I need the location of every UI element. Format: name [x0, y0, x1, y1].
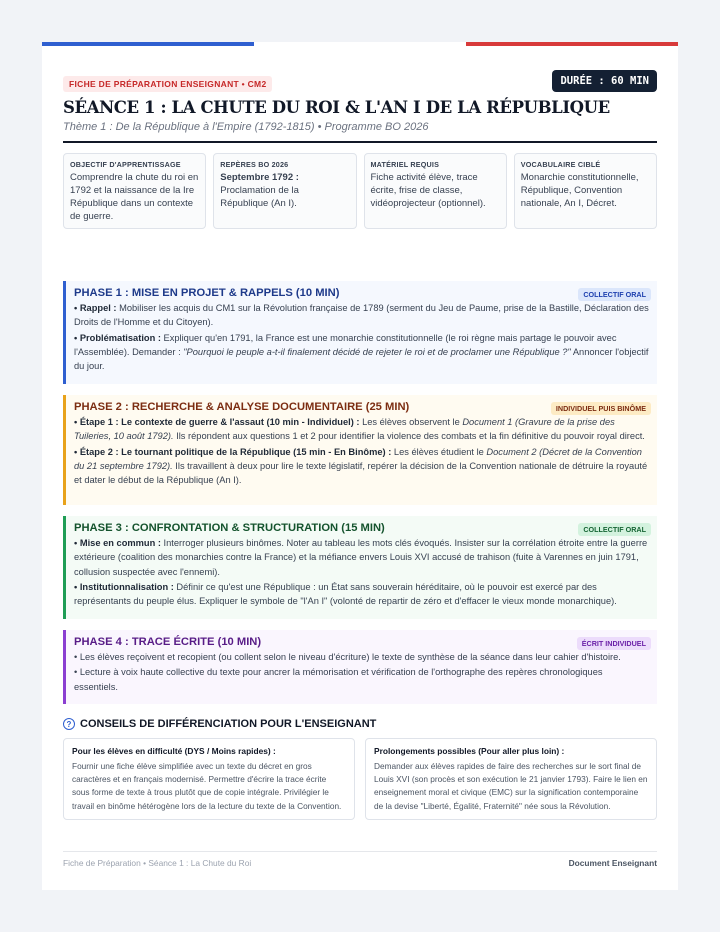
- phase-1-section: [63, 281, 657, 384]
- card-text: [220, 171, 349, 210]
- footer-left-text: Fiche de Préparation • Séance 1 : La Chute du Roi: [63, 858, 252, 868]
- phase-title: PHASE 3 : CONFRONTATION & STRUCTURATION (15 MIN): [74, 522, 385, 534]
- bo-markers-card: [213, 153, 356, 229]
- duration-badge: DURÉE : 60 MIN: [552, 70, 657, 92]
- phase-paragraph-lead: • Problématisation :: [74, 332, 161, 343]
- phase-paragraph-doc: Document 2 (Décret de la Convention du 21 septembre 1792).: [74, 446, 642, 471]
- phase-paragraph-text: Définir ce qu'est une République : un État sans souverain héréditaire, où le pouvoir est exercé par des représentants du peuple élus. Expliquer le symbole de "l'An I" (volonté de repartir de zéro et d'effacer le vieux monde monarchique).: [74, 581, 617, 607]
- phase-paragraph-question: "Pourquoi le peuple a-t-il finalement décidé de rejeter le roi et de proclamer une République ?": [183, 346, 571, 357]
- phase-paragraph-text: Les élèves observent le: [359, 417, 463, 427]
- info-cards: [63, 153, 657, 229]
- phase-title: PHASE 1 : MISE EN PROJET & RAPPELS (10 MIN): [74, 287, 340, 299]
- objective-card: [63, 153, 206, 229]
- phase-4-section: [63, 630, 657, 704]
- phase-paragraph-lead: • Rappel :: [74, 303, 117, 313]
- advice-text: Fournir une fiche élève simplifiée avec un texte du décret en gros caractères et en français modernisé. Permettre d'écrire la trace écrite sous forme de texte à trous plutôt que de copie intégrale. Privilégier le travail en binôme hétérogène lors de la lecture du texte de la Convention.: [72, 761, 342, 811]
- phase-title: PHASE 4 : TRACE ÉCRITE (10 MIN): [74, 636, 262, 648]
- phase-paragraph-text: Mobiliser les acquis du CM1 sur la Révolution française de 1789 (serment du Jeu de Paume, prise de la Bastille, Déclaration des Droits de l'Homme et du Citoyen).: [74, 303, 649, 328]
- card-label: REPÈRES BO 2026: [220, 160, 289, 169]
- card-text: Monarchie constitutionnelle, République, Convention nationale, An I, Décret.: [520, 172, 639, 209]
- band-white: [254, 42, 466, 46]
- phase-mode-badge: ÉCRIT INDIVIDUEL: [577, 637, 651, 650]
- band-blue: [42, 42, 254, 46]
- phase-3-section: [63, 516, 657, 619]
- differentiation-heading: [63, 718, 376, 730]
- phase-mode-badge: COLLECTIF ORAL: [578, 288, 651, 301]
- card-label: OBJECTIF D'APPRENTISSAGE: [70, 160, 181, 169]
- phase-paragraph-end: Annoncer l'objectif du jour.: [74, 346, 649, 372]
- phase-paragraph-text: Les élèves étudient le: [391, 446, 487, 457]
- footer-divider: [63, 851, 657, 852]
- phase-mode-badge: INDIVIDUEL PUIS BINÔME: [551, 402, 651, 415]
- phase-title: PHASE 2 : RECHERCHE & ANALYSE DOCUMENTAIRE (25 MIN): [74, 401, 410, 413]
- phase-paragraph-text: Expliquer qu'en 1791, la France est une monarchie constitutionnelle (le roi règne mais partage le pouvoir avec l'Assemblée). Demander :: [74, 332, 617, 357]
- phase-paragraph: [74, 331, 649, 374]
- phase-paragraph: [74, 536, 649, 579]
- advice-title: Prolongements possibles (Pour aller plus loin) :: [374, 746, 565, 756]
- struggling-students-box: [63, 738, 355, 820]
- phase-paragraph-doc: Document 1 (Gravure de la prise des Tuileries, 10 août 1792).: [74, 417, 615, 442]
- doc-kicker-badge: FICHE DE PRÉPARATION ENSEIGNANT • CM2: [63, 76, 272, 92]
- phase-paragraph-lead: • Mise en commun :: [74, 538, 161, 548]
- phase-paragraph: • Lecture à voix haute collective du texte pour ancrer la mémorisation et vérification de l'orthographe des repères chronologiques essentiels.: [74, 667, 603, 692]
- vocabulary-card: [514, 153, 657, 229]
- card-text-body: Proclamation de la République (An I).: [220, 185, 299, 209]
- card-text: Fiche activité élève, trace écrite, frise de classe, vidéoprojecteur (optionnel).: [370, 172, 486, 209]
- document-page: [42, 42, 678, 890]
- phase-paragraph: [74, 580, 649, 609]
- phase-paragraph-text: Interroger plusieurs binômes. Noter au tableau les mots clés évoqués. Insister sur la corrélation étroite entre la guerre extérieure (coalition des monarchies contre la France) et la méfiance envers Louis XVI accusé de trahison (fuite à Varennes en juin 1791, collusion suspectée avec l'ennemi).: [74, 538, 648, 577]
- phase-paragraph: [74, 445, 649, 488]
- extensions-box: [365, 738, 657, 820]
- card-text: Comprendre la chute du roi en 1792 et la naissance de la Ire République dans un contexte de guerre.: [70, 172, 199, 222]
- advice-title: Pour les élèves en difficulté (DYS / Moins rapides) :: [72, 746, 276, 756]
- phase-paragraph-lead: • Institutionnalisation :: [74, 581, 174, 592]
- phase-2-section: [63, 395, 657, 505]
- card-label: VOCABULAIRE CIBLÉ: [520, 160, 601, 169]
- footer-right-text: Document Enseignant: [568, 858, 657, 868]
- advice-text: Demander aux élèves rapides de faire des recherches sur le sort final de Louis XVI (son procès et son exécution le 21 janvier 1793). Faire le lien en enseignement moral et civique (EMC) sur la signification contemporaine de la devise "Liberté, Égalité, Fraternité" née sous la Révolution.: [374, 761, 648, 811]
- phase-paragraph-end: Ils répondent aux questions 1 et 2 pour identifier la violence des combats et la fin définitive du pouvoir royal direct.: [173, 431, 645, 442]
- phase-paragraph: [74, 415, 649, 444]
- phase-paragraph-lead: • Étape 2 : Le tournant politique de la République (15 min - En Binôme) :: [74, 446, 392, 457]
- materials-card: [364, 153, 507, 229]
- title-divider: [63, 141, 657, 143]
- phase-paragraph-lead: • Étape 1 : Le contexte de guerre & l'assaut (10 min - Individuel) :: [74, 417, 360, 427]
- card-text-bold: Septembre 1792 :: [220, 172, 299, 183]
- question-circle-icon: ?: [63, 718, 75, 730]
- page-subtitle: Thème 1 : De la République à l'Empire (1792-1815) • Programme BO 2026: [63, 121, 429, 133]
- phase-mode-badge: COLLECTIF ORAL: [578, 523, 651, 536]
- band-red: [466, 42, 678, 46]
- phase-paragraph-end: Ils travaillent à deux pour lire le texte législatif, repérer la décision de la Convention nationale de détruire la royauté et dater le début de la République (An I).: [74, 460, 648, 486]
- differentiation-heading-text: CONSEILS DE DIFFÉRENCIATION POUR L'ENSEIGNANT: [80, 718, 377, 730]
- phase-paragraph: [74, 301, 649, 330]
- card-label: MATÉRIEL REQUIS: [370, 160, 440, 169]
- tricolor-band: [42, 42, 678, 46]
- phase-paragraph: • Les élèves reçoivent et recopient (ou collent selon le niveau d'écriture) le texte de synthèse de la séance dans leur cahier d'histoire.: [74, 652, 621, 662]
- page-title: SÉANCE 1 : LA CHUTE DU ROI & L'AN I DE LA RÉPUBLIQUE: [63, 98, 610, 117]
